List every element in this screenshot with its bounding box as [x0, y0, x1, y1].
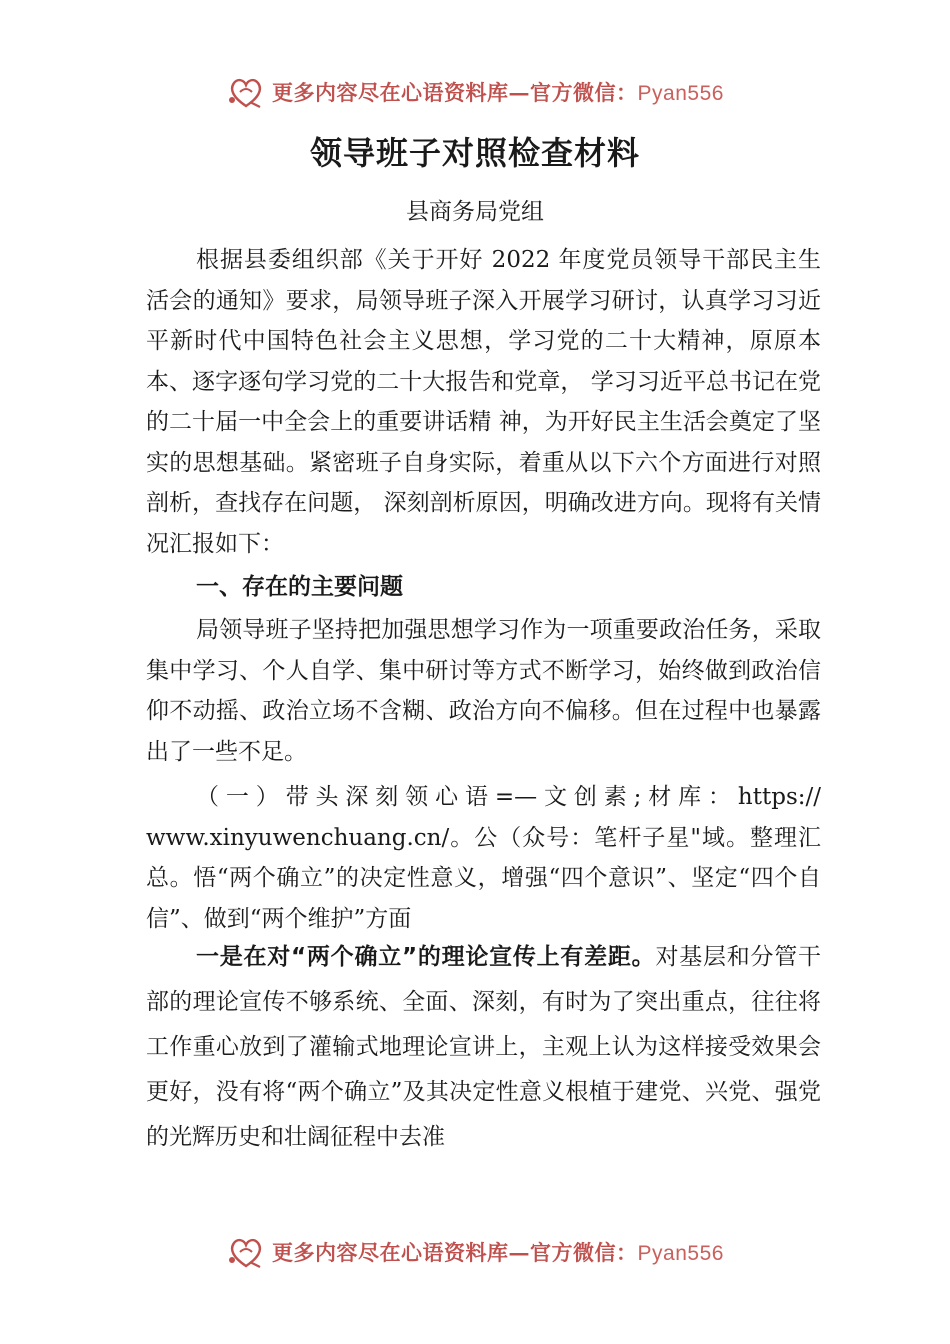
- xinyu-logo-icon: [226, 74, 266, 110]
- point-text: 对基层和分管干部的理论宣传不够系统、全面、深刻，有时为了突出重点，往往将工作重心放到了灌输式地理论宣讲上，主观上认为这样接受效果会更好，没有将“两个确立”及其决定性意义根植于建党、兴党、强党的光辉历史和壮阔征程中去准: [146, 944, 821, 1150]
- document-title: 领导班子对照检查材料: [309, 134, 640, 172]
- watermark-banner-top: [0, 72, 950, 112]
- wechat-id: Pyan556: [637, 1242, 724, 1265]
- watermark-text: 更多内容尽在心语资料库—官方微信：Pyan556: [272, 1240, 724, 1265]
- point-lead: 一是在对“两个确立”的理论宣传上有差距。: [196, 944, 656, 970]
- section-heading-1: 一、存在的主要问题: [196, 574, 403, 600]
- document-organization: 县商务局党组: [406, 199, 544, 225]
- subsection-heading-1: （一）带头深刻领心语=—文创素;材库：https:// www.xinyuwenchuang.cn/。公（众号：笔杆子星"域。整理汇总。悟“两个确立”的决定性意义，增强“四个意识”、坚定“四个自信”、做到“两个维护”方面: [146, 784, 821, 932]
- xinyu-logo-icon: [226, 1234, 266, 1270]
- wechat-id: Pyan556: [637, 82, 724, 105]
- watermark-text: 更多内容尽在心语资料库—官方微信：Pyan556: [272, 80, 724, 105]
- intro-paragraph: 根据县委组织部《关于开好 2022 年度党员领导干部民主生活会的通知》要求，局领导班子深入开展学习研讨，认真学习习近平新时代中国特色社会主义思想，学习党的二十大精神，原原本本、逐字逐句学习党的二十大报告和党章， 学习习近平总书记在党的二十届一中全会上的重要讲话精 神，为开好民主生活会奠定了坚实的思想基础。紧密班子自身实际，着重从以下六个方面进行对照剖析，查找存在问题， 深刻剖析原因，明确改进方向。现将有关情况汇报如下：: [146, 247, 821, 557]
- watermark-banner-bottom: [0, 1232, 950, 1272]
- point-paragraph-1: [146, 935, 821, 1160]
- section-paragraph: 局领导班子坚持把加强思想学习作为一项重要政治任务，采取集中学习、个人自学、集中研讨等方式不断学习，始终做到政治信仰不动摇、政治立场不含糊、政治方向不偏移。但在过程中也暴露出了一些不足。: [146, 617, 821, 765]
